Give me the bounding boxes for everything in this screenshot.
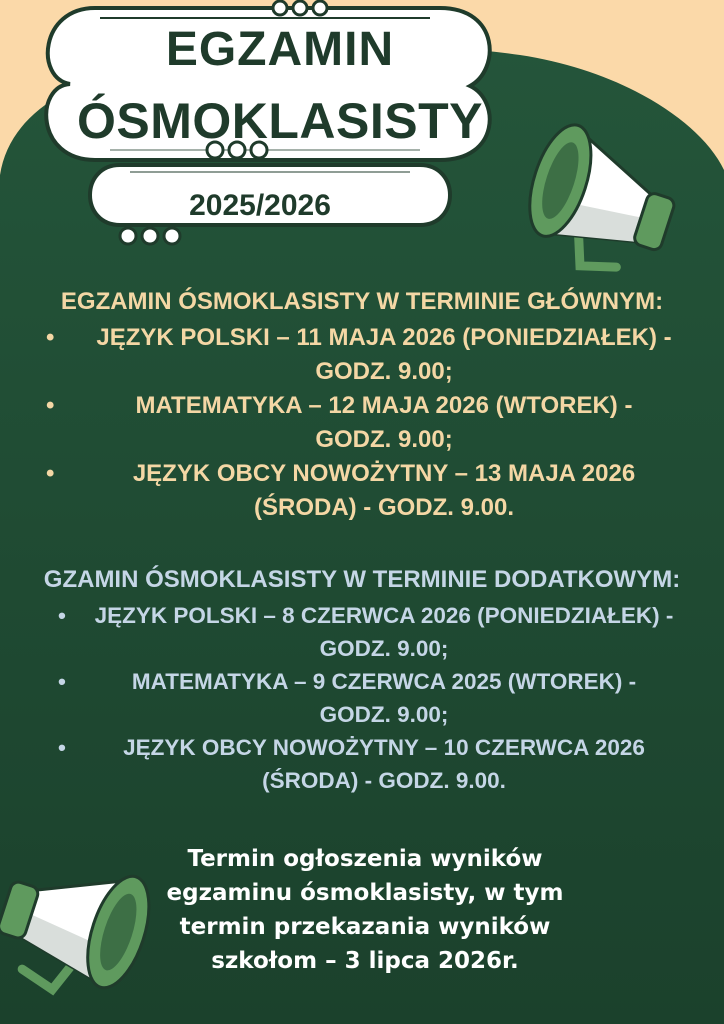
results-line: szkołom – 3 lipca 2026r.	[211, 948, 519, 974]
item-line: MATEMATYKA – 12 MAJA 2026 (WTOREK) -	[135, 392, 633, 419]
item-line: (ŚRODA) - GODZ. 9.00.	[262, 768, 506, 793]
additional-term-list	[0, 599, 724, 797]
additional-term-section	[0, 563, 724, 797]
page-title-line1: EGZAMIN	[165, 23, 395, 76]
bullet: •	[46, 324, 55, 351]
title-block	[0, 0, 724, 260]
additional-term-heading: GZAMIN ÓSMOKLASISTY W TERMINIE DODATKOWYM:	[43, 566, 681, 593]
item-line: GODZ. 9.00;	[315, 426, 453, 453]
results-line: Termin ogłoszenia wyników	[187, 846, 543, 872]
list-item	[0, 321, 724, 389]
main-term-section	[0, 285, 724, 525]
main-term-list	[0, 321, 724, 525]
item-line: GODZ. 9.00;	[315, 358, 453, 385]
results-line: egzaminu ósmoklasisty, w tym	[166, 880, 564, 906]
bullet: •	[58, 735, 66, 760]
bullet: •	[58, 669, 66, 694]
main-term-heading: EGZAMIN ÓSMOKLASISTY W TERMINIE GŁÓWNYM:	[60, 288, 664, 315]
list-item	[0, 599, 724, 665]
item-line: GODZ. 9.00;	[319, 636, 449, 661]
list-item	[0, 731, 724, 797]
item-line: JĘZYK POLSKI – 11 MAJA 2026 (PONIEDZIAŁEK) -	[96, 324, 672, 351]
bullet: •	[46, 392, 55, 419]
item-line: (ŚRODA) - GODZ. 9.00.	[253, 494, 515, 521]
item-line: GODZ. 9.00;	[319, 702, 449, 727]
list-item	[0, 457, 724, 525]
list-item	[0, 389, 724, 457]
item-line: JĘZYK POLSKI – 8 CZERWCA 2026 (PONIEDZIAŁEK) -	[94, 603, 674, 628]
results-announcement	[160, 842, 570, 978]
item-line: JĘZYK OBCY NOWOŻYTNY – 13 MAJA 2026	[132, 460, 636, 487]
results-line: termin przekazania wyników	[179, 914, 551, 940]
item-line: JĘZYK OBCY NOWOŻYTNY – 10 CZERWCA 2026	[123, 735, 645, 760]
item-line: MATEMATYKA – 9 CZERWCA 2025 (WTOREK) -	[131, 669, 637, 694]
bullet: •	[58, 603, 66, 628]
page-title-line2: ÓSMOKLASISTY	[76, 93, 484, 149]
school-year: 2025/2026	[189, 189, 331, 222]
bullet: •	[46, 460, 55, 487]
list-item	[0, 665, 724, 731]
